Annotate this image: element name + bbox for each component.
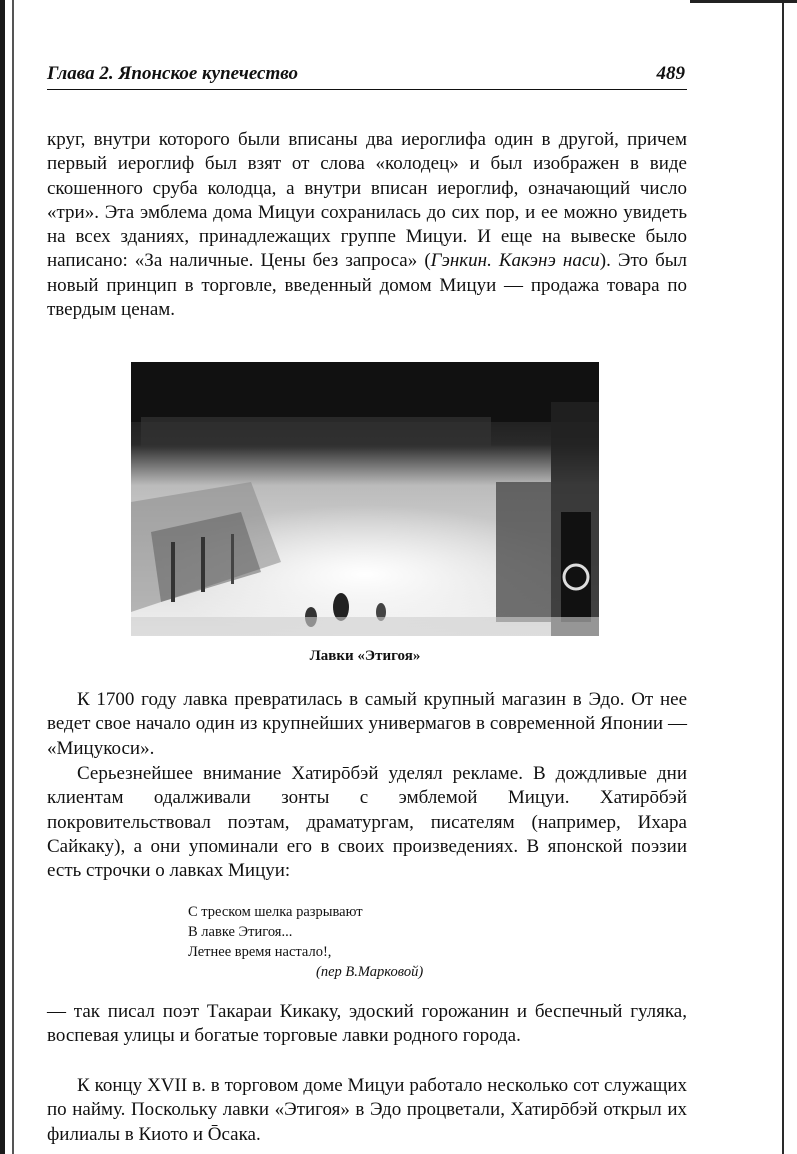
- paragraph-4: [47, 1000, 687, 1049]
- shop-photo-illustration: [131, 362, 599, 636]
- page-edge-top: [690, 0, 797, 3]
- chapter-title: Глава 2. Японское купечество: [47, 63, 298, 84]
- paragraph-3-text: Серьезнейшее внимание Хатирōбэй уделял рекламе. В дождливые дни клиентам одалживали зонты с эмблемой Мицуи. Хатирōбэй покровительствовал поэтам, драматургам, писателям (например, Ихара Сайкаку), а они упоминали его в своих произведениях. В японской поэзии есть строчки о лавках Мицуи:: [47, 763, 687, 882]
- paragraph-1-text: круг, внутри которого были вписаны два иероглифа один в другой, причем первый иероглиф был взят от слова «колодец» и был изображен в виде скошенного сруба колодца, а внутри вписан иероглиф, означающий число «три». Эта эмблема дома Мицуи сохранилась до сих пор, и ее можно увидеть на всех зданиях, принадлежащих группе Мицуи. И еще на вывеске было написано: «За наличные. Цены без запроса» (: [47, 129, 687, 272]
- paragraph-4-text: — так писал поэт Такараи Кикаку, эдоский горожанин и беспечный гуляка, воспевая улицы и богатые торговые лавки родного города.: [47, 1001, 687, 1047]
- poem-quote: [188, 902, 488, 982]
- page-number: 489: [656, 63, 685, 84]
- paragraph-5: [47, 1074, 687, 1147]
- paragraph-1-end: ). Это был новый принцип в торговле, введенный домом Мицуи — продажа товара по твердым ценам.: [47, 250, 688, 321]
- figure-caption: Лавки «Этигоя»: [309, 648, 421, 664]
- page-edge-right: [782, 0, 784, 1154]
- paragraph-1: [47, 128, 687, 322]
- page-edge-shadow: [12, 0, 14, 1154]
- page-edge-left: [0, 0, 5, 1154]
- poem-line: Летнее время настало!,: [188, 944, 332, 960]
- poem-translator-credit: (пер В.Марковой): [316, 964, 424, 980]
- paragraph-1-italic: Гэнкин. Какэнэ наси: [430, 250, 600, 272]
- running-header: [47, 63, 687, 90]
- poem-line: С треском шелка разрывают: [188, 904, 363, 920]
- paragraph-5-text: К концу XVII в. в торговом доме Мицуи работало несколько сот служащих по найму. Поскольку лавки «Этигоя» в Эдо процветали, Хатирōбэй открыл их филиалы в Киото и Ōсака.: [47, 1075, 687, 1145]
- figure-photo: [131, 362, 599, 636]
- paragraph-2: [47, 688, 687, 761]
- poem-line: В лавке Этигоя...: [188, 924, 293, 940]
- paragraph-2-text: К 1700 году лавка превратилась в самый крупный магазин в Эдо. От нее ведет свое начало один из крупнейших универмагов в современной Японии — «Мицукоси».: [47, 689, 687, 759]
- paragraph-3: [47, 762, 687, 883]
